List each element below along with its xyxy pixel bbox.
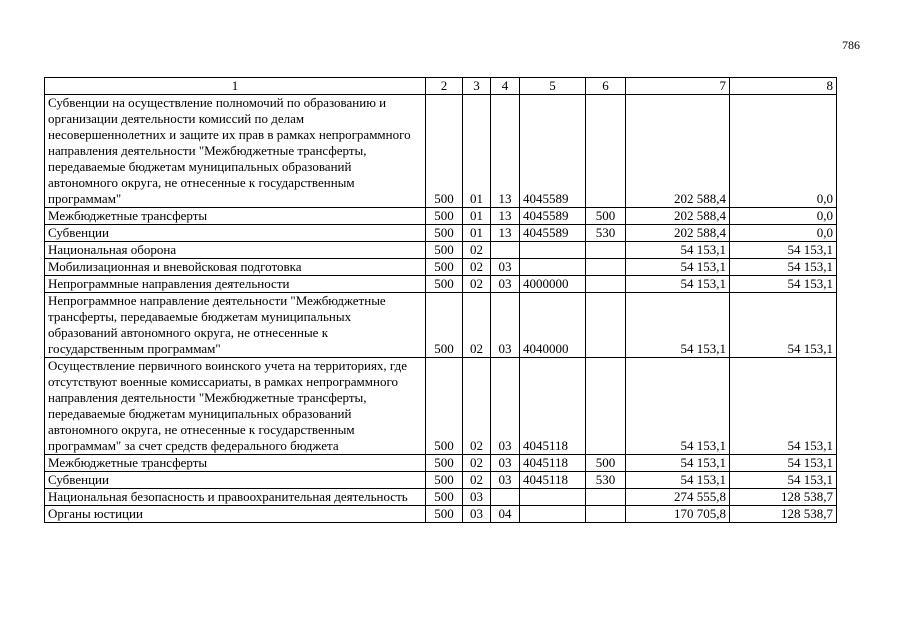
row-subsection-cell bbox=[491, 489, 520, 506]
row-amount-2-cell: 54 153,1 bbox=[730, 259, 837, 276]
row-amount-2-cell: 128 538,7 bbox=[730, 489, 837, 506]
row-name-cell: Субвенции на осуществление полномочий по образованию и организации деятельности комиссий по делам несовершеннолетних и защите их прав в рамках непрограммного направления деятельности "Межбюджетные трансферты, передаваемые бюджетам муниципальных образований автономного округа, не отнесенные к государственным программам" bbox=[45, 95, 426, 208]
table-row bbox=[45, 472, 837, 489]
row-type-cell bbox=[586, 242, 626, 259]
row-code-cell: 500 bbox=[426, 455, 463, 472]
row-code-cell: 500 bbox=[426, 489, 463, 506]
column-header-7: 7 bbox=[626, 78, 730, 95]
row-amount-2-cell: 54 153,1 bbox=[730, 472, 837, 489]
row-amount-2-cell: 54 153,1 bbox=[730, 455, 837, 472]
row-code-cell: 500 bbox=[426, 293, 463, 358]
row-target-cell: 4045589 bbox=[520, 208, 586, 225]
row-type-cell: 500 bbox=[586, 455, 626, 472]
row-amount-1-cell: 202 588,4 bbox=[626, 208, 730, 225]
row-amount-1-cell: 54 153,1 bbox=[626, 293, 730, 358]
column-header-2: 2 bbox=[426, 78, 463, 95]
row-subsection-cell: 03 bbox=[491, 276, 520, 293]
row-code-cell: 500 bbox=[426, 95, 463, 208]
row-type-cell: 500 bbox=[586, 208, 626, 225]
row-code-cell: 500 bbox=[426, 506, 463, 523]
row-section-cell: 02 bbox=[463, 472, 491, 489]
table-row bbox=[45, 455, 837, 472]
row-target-cell: 4045589 bbox=[520, 95, 586, 208]
table-row bbox=[45, 225, 837, 242]
row-section-cell: 02 bbox=[463, 293, 491, 358]
table-row bbox=[45, 276, 837, 293]
row-target-cell: 4000000 bbox=[520, 276, 586, 293]
row-target-cell bbox=[520, 506, 586, 523]
table-row bbox=[45, 259, 837, 276]
row-target-cell: 4045118 bbox=[520, 472, 586, 489]
row-amount-2-cell: 0,0 bbox=[730, 225, 837, 242]
row-type-cell bbox=[586, 293, 626, 358]
row-section-cell: 02 bbox=[463, 276, 491, 293]
row-section-cell: 01 bbox=[463, 225, 491, 242]
row-section-cell: 02 bbox=[463, 242, 491, 259]
row-amount-1-cell: 170 705,8 bbox=[626, 506, 730, 523]
row-code-cell: 500 bbox=[426, 358, 463, 455]
table-row bbox=[45, 506, 837, 523]
row-section-cell: 01 bbox=[463, 95, 491, 208]
row-amount-2-cell: 0,0 bbox=[730, 95, 837, 208]
column-header-4: 4 bbox=[491, 78, 520, 95]
table-header-row bbox=[45, 78, 837, 95]
row-subsection-cell: 13 bbox=[491, 95, 520, 208]
row-section-cell: 03 bbox=[463, 489, 491, 506]
column-header-8: 8 bbox=[730, 78, 837, 95]
row-subsection-cell: 13 bbox=[491, 225, 520, 242]
row-amount-1-cell: 202 588,4 bbox=[626, 95, 730, 208]
row-name-cell: Осуществление первичного воинского учета на территориях, где отсутствуют военные комиссариаты, в рамках непрограммного направления деятельности "Межбюджетные трансферты, передаваемые бюджетам муниципальных образований автономного округа, не отнесенные к государственным программам" за счет средств федерального бюджета bbox=[45, 358, 426, 455]
row-target-cell bbox=[520, 259, 586, 276]
row-type-cell bbox=[586, 489, 626, 506]
table-row bbox=[45, 242, 837, 259]
row-subsection-cell: 03 bbox=[491, 472, 520, 489]
row-amount-1-cell: 54 153,1 bbox=[626, 259, 730, 276]
row-subsection-cell bbox=[491, 242, 520, 259]
page-number: 786 bbox=[842, 38, 860, 52]
row-code-cell: 500 bbox=[426, 472, 463, 489]
table-body bbox=[45, 95, 837, 523]
row-code-cell: 500 bbox=[426, 259, 463, 276]
row-code-cell: 500 bbox=[426, 208, 463, 225]
row-amount-1-cell: 202 588,4 bbox=[626, 225, 730, 242]
row-name-cell: Непрограммное направление деятельности "Межбюджетные трансферты, передаваемые бюджетам муниципальных образований автономного округа, не отнесенные к государственным программам" bbox=[45, 293, 426, 358]
row-section-cell: 01 bbox=[463, 208, 491, 225]
row-name-cell: Национальная оборона bbox=[45, 242, 426, 259]
row-amount-2-cell: 54 153,1 bbox=[730, 293, 837, 358]
row-type-cell: 530 bbox=[586, 472, 626, 489]
table-row bbox=[45, 208, 837, 225]
row-subsection-cell: 13 bbox=[491, 208, 520, 225]
row-amount-1-cell: 54 153,1 bbox=[626, 242, 730, 259]
row-name-cell: Органы юстиции bbox=[45, 506, 426, 523]
row-name-cell: Межбюджетные трансферты bbox=[45, 208, 426, 225]
row-section-cell: 03 bbox=[463, 506, 491, 523]
row-target-cell: 4045118 bbox=[520, 358, 586, 455]
row-name-cell: Межбюджетные трансферты bbox=[45, 455, 426, 472]
row-type-cell bbox=[586, 358, 626, 455]
row-amount-1-cell: 274 555,8 bbox=[626, 489, 730, 506]
column-header-3: 3 bbox=[463, 78, 491, 95]
row-code-cell: 500 bbox=[426, 225, 463, 242]
row-type-cell bbox=[586, 506, 626, 523]
row-subsection-cell: 03 bbox=[491, 455, 520, 472]
row-section-cell: 02 bbox=[463, 358, 491, 455]
row-type-cell: 530 bbox=[586, 225, 626, 242]
row-amount-1-cell: 54 153,1 bbox=[626, 276, 730, 293]
row-section-cell: 02 bbox=[463, 259, 491, 276]
row-amount-2-cell: 0,0 bbox=[730, 208, 837, 225]
row-type-cell bbox=[586, 276, 626, 293]
row-amount-2-cell: 54 153,1 bbox=[730, 276, 837, 293]
row-type-cell bbox=[586, 259, 626, 276]
row-code-cell: 500 bbox=[426, 242, 463, 259]
row-amount-1-cell: 54 153,1 bbox=[626, 358, 730, 455]
row-amount-1-cell: 54 153,1 bbox=[626, 455, 730, 472]
row-code-cell: 500 bbox=[426, 276, 463, 293]
row-type-cell bbox=[586, 95, 626, 208]
row-section-cell: 02 bbox=[463, 455, 491, 472]
row-target-cell: 4045118 bbox=[520, 455, 586, 472]
row-subsection-cell: 03 bbox=[491, 293, 520, 358]
row-target-cell: 4045589 bbox=[520, 225, 586, 242]
row-name-cell: Непрограммные направления деятельности bbox=[45, 276, 426, 293]
row-target-cell bbox=[520, 242, 586, 259]
row-target-cell: 4040000 bbox=[520, 293, 586, 358]
row-amount-1-cell: 54 153,1 bbox=[626, 472, 730, 489]
row-amount-2-cell: 54 153,1 bbox=[730, 242, 837, 259]
row-name-cell: Субвенции bbox=[45, 225, 426, 242]
row-amount-2-cell: 54 153,1 bbox=[730, 358, 837, 455]
table-row bbox=[45, 95, 837, 208]
column-header-6: 6 bbox=[586, 78, 626, 95]
table-row bbox=[45, 293, 837, 358]
row-name-cell: Мобилизационная и вневойсковая подготовка bbox=[45, 259, 426, 276]
row-subsection-cell: 04 bbox=[491, 506, 520, 523]
row-subsection-cell: 03 bbox=[491, 259, 520, 276]
row-name-cell: Национальная безопасность и правоохранительная деятельность bbox=[45, 489, 426, 506]
column-header-1: 1 bbox=[45, 78, 426, 95]
table-row bbox=[45, 489, 837, 506]
row-name-cell: Субвенции bbox=[45, 472, 426, 489]
row-target-cell bbox=[520, 489, 586, 506]
table-row bbox=[45, 358, 837, 455]
row-amount-2-cell: 128 538,7 bbox=[730, 506, 837, 523]
budget-table bbox=[44, 77, 837, 523]
row-subsection-cell: 03 bbox=[491, 358, 520, 455]
column-header-5: 5 bbox=[520, 78, 586, 95]
